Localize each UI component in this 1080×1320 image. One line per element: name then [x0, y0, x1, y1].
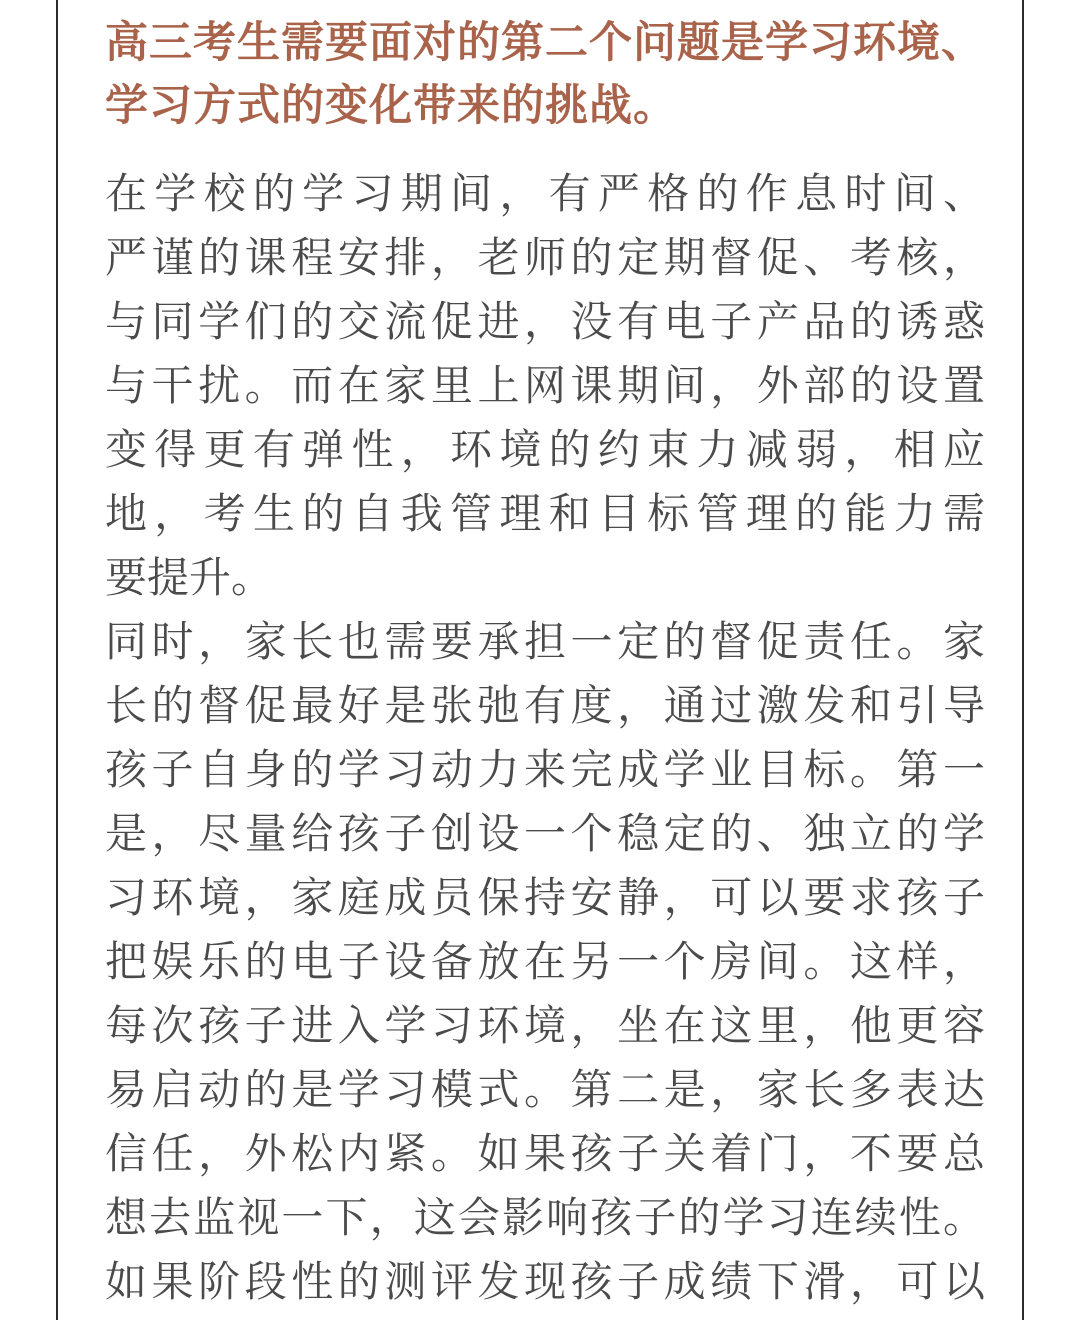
left-border-line	[56, 0, 58, 1320]
article-content	[105, 12, 985, 1314]
text-line: 长的督促最好是张弛有度，通过激发和引导	[105, 682, 985, 729]
text-line: 高三考生需要面对的第二个问题是学习环境、	[105, 19, 985, 67]
article-body	[105, 162, 985, 1314]
text-line: 孩子自身的学习动力来完成学业目标。第一	[105, 746, 985, 793]
paragraph	[105, 162, 985, 610]
text-line: 要提升。	[105, 554, 274, 601]
text-line: 变得更有弹性，环境的约束力减弱，相应	[105, 426, 985, 473]
text-line: 是，尽量给孩子创设一个稳定的、独立的学	[105, 810, 985, 857]
text-line: 习环境，家庭成员保持安静，可以要求孩子	[105, 874, 985, 921]
text-line: 如果阶段性的测评发现孩子成绩下滑，可以	[105, 1258, 985, 1305]
text-line: 学习方式的变化带来的挑战。	[105, 82, 677, 130]
text-line: 每次孩子进入学习环境，坐在这里，他更容	[105, 1002, 985, 1049]
text-line: 地，考生的自我管理和目标管理的能力需	[105, 490, 985, 537]
right-border-line	[1022, 0, 1024, 1320]
text-line: 严谨的课程安排，老师的定期督促、考核，	[105, 234, 985, 281]
text-line: 与干扰。而在家里上网课期间，外部的设置	[105, 362, 985, 409]
text-line: 信任，外松内紧。如果孩子关着门，不要总	[105, 1130, 985, 1177]
text-line: 同时，家长也需要承担一定的督促责任。家	[105, 618, 985, 665]
text-line: 想去监视一下，这会影响孩子的学习连续性。	[105, 1194, 985, 1241]
text-line: 把娱乐的电子设备放在另一个房间。这样，	[105, 938, 985, 985]
article-heading	[105, 12, 985, 138]
text-line: 易启动的是学习模式。第二是，家长多表达	[105, 1066, 985, 1113]
paragraph	[105, 610, 985, 1314]
text-line: 在学校的学习期间，有严格的作息时间、	[105, 170, 985, 217]
text-line: 与同学们的交流促进，没有电子产品的诱惑	[105, 298, 985, 345]
